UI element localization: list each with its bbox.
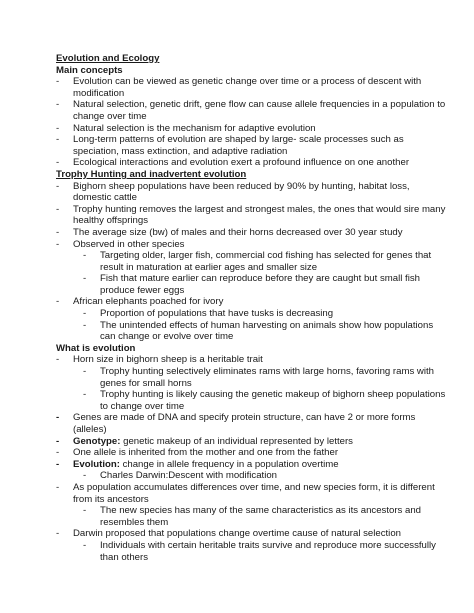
- bullet-dash: -: [83, 308, 87, 320]
- list-item: [56, 181, 446, 204]
- list-item-text: Long-term patterns of evolution are shaped by large- scale processes such as speciation, mass extinction, and adaptive radiation: [73, 134, 404, 157]
- list-item: [56, 76, 446, 99]
- bullet-dash: -: [83, 470, 87, 482]
- bullet-dash: -: [56, 122, 60, 134]
- bullet-dash: -: [56, 134, 60, 146]
- bullet-dash: -: [56, 180, 60, 192]
- bullet-dash: -: [56, 76, 60, 88]
- list-item-text: Natural selection, genetic drift, gene flow can cause allele frequencies in a population to change over time: [73, 99, 446, 122]
- list-item-text: Fish that mature earlier can reproduce before they are caught but small fish produce fewer eggs: [100, 273, 420, 296]
- list-item-text: Individuals with certain heritable traits survive and reproduce more successfully than others: [100, 539, 436, 563]
- sub-list-item: [83, 250, 446, 273]
- term-genotype: Genotype:: [73, 435, 121, 447]
- definition-evolution: change in allele frequency in a population overtime: [119, 458, 339, 470]
- section-heading-main-concepts: Main concepts: [56, 64, 123, 76]
- list-item: [56, 99, 446, 122]
- list-item: [56, 482, 446, 505]
- list-item-text: The unintended effects of human harvesting on animals show how populations can change or evolve over time: [100, 319, 434, 343]
- bullet-dash: -: [56, 528, 60, 540]
- sub-list-item: [83, 308, 446, 320]
- list-item-text: One allele is inherited from the mother and one from the father: [73, 447, 339, 459]
- list-item: [56, 123, 446, 135]
- bullet-dash: -: [83, 505, 87, 517]
- list-item-text: Natural selection is the mechanism for adaptive evolution: [73, 122, 316, 134]
- term-evolution: Evolution:: [73, 458, 120, 470]
- list-item-text: Ecological interactions and evolution exert a profound influence on one another: [73, 157, 410, 169]
- bullet-dash: -: [56, 447, 60, 459]
- list-item: [56, 239, 446, 251]
- list-item: [56, 412, 446, 435]
- list-item-text: Trophy hunting is likely causing the genetic makeup of bighorn sheep populations to change over time: [100, 389, 446, 412]
- document-body: [56, 53, 446, 563]
- section-heading-what-is-evolution: What is evolution: [56, 342, 136, 354]
- document-title: Evolution and Ecology: [56, 53, 160, 64]
- sub-list-item: [83, 273, 446, 296]
- list-item: [56, 204, 446, 227]
- list-item-text: Trophy hunting removes the largest and strongest males, the ones that would sire many healthy offsprings: [73, 203, 446, 227]
- list-item-text: Evolution can be viewed as genetic change over time or a process of descent with modification: [73, 76, 422, 99]
- list-item-text: Charles Darwin:Descent with modification: [100, 470, 278, 482]
- list-item: [56, 354, 446, 366]
- bullet-dash: -: [56, 238, 60, 250]
- bullet-dash: -: [83, 319, 87, 331]
- sub-list-item: [83, 540, 446, 563]
- sub-list-item: [83, 320, 446, 343]
- list-item: [56, 134, 446, 157]
- sub-list-item: [83, 470, 446, 482]
- list-item: [56, 296, 446, 308]
- list-item: [56, 157, 446, 169]
- sub-list-item: [83, 389, 446, 412]
- bullet-dash: -: [56, 458, 60, 470]
- list-item-text: Bighorn sheep populations have been reduced by 90% by hunting, habitat loss, domestic cattle: [73, 180, 410, 204]
- bullet-dash: -: [56, 157, 60, 169]
- list-item: [56, 528, 446, 540]
- bullet-dash: -: [56, 412, 60, 424]
- bullet-dash: -: [56, 354, 60, 366]
- bullet-dash: -: [56, 481, 60, 493]
- list-item-text: Darwin proposed that populations change overtime cause of natural selection: [73, 528, 401, 540]
- list-item: [56, 436, 446, 448]
- bullet-dash: -: [56, 203, 60, 215]
- bullet-dash: -: [56, 296, 60, 308]
- bullet-dash: -: [56, 435, 60, 447]
- list-item-text: The new species has many of the same characteristics as its ancestors and resembles them: [100, 505, 422, 528]
- bullet-dash: -: [83, 250, 87, 262]
- bullet-dash: -: [83, 389, 87, 401]
- list-item-text: Trophy hunting selectively eliminates rams with large horns, favoring rams with genes for small horns: [100, 366, 434, 389]
- sub-list-item: [83, 505, 446, 528]
- list-item: [56, 459, 446, 471]
- definition-genotype: genetic makeup of an individual represented by letters: [120, 435, 353, 447]
- bullet-dash: -: [83, 366, 87, 378]
- list-item: [56, 447, 446, 459]
- bullet-dash: -: [56, 226, 60, 238]
- list-item-text: Horn size in bighorn sheep is a heritable trait: [73, 354, 263, 366]
- list-item-text: As population accumulates differences over time, and new species form, it is different from its ancestors: [73, 481, 435, 505]
- list-item-text: Genes are made of DNA and specify protein structure, can have 2 or more forms (alleles): [73, 412, 416, 435]
- bullet-dash: -: [83, 273, 87, 285]
- list-item-text: Proportion of populations that have tusks is decreasing: [100, 308, 334, 320]
- bullet-dash: -: [56, 99, 60, 111]
- list-item-text: Observed in other species: [73, 238, 185, 250]
- sub-list-item: [83, 366, 446, 389]
- section-heading-trophy-hunting: Trophy Hunting and inadvertent evolution: [56, 168, 247, 180]
- list-item-text: Targeting older, larger fish, commercial cod fishing has selected for genes that result in maturation at earlier ages and smaller size: [100, 250, 432, 273]
- list-item: [56, 227, 446, 239]
- list-item-text: The average size (bw) of males and their horns decreased over 30 year study: [73, 226, 403, 238]
- list-item-text: African elephants poached for ivory: [73, 296, 224, 308]
- bullet-dash: -: [83, 539, 87, 551]
